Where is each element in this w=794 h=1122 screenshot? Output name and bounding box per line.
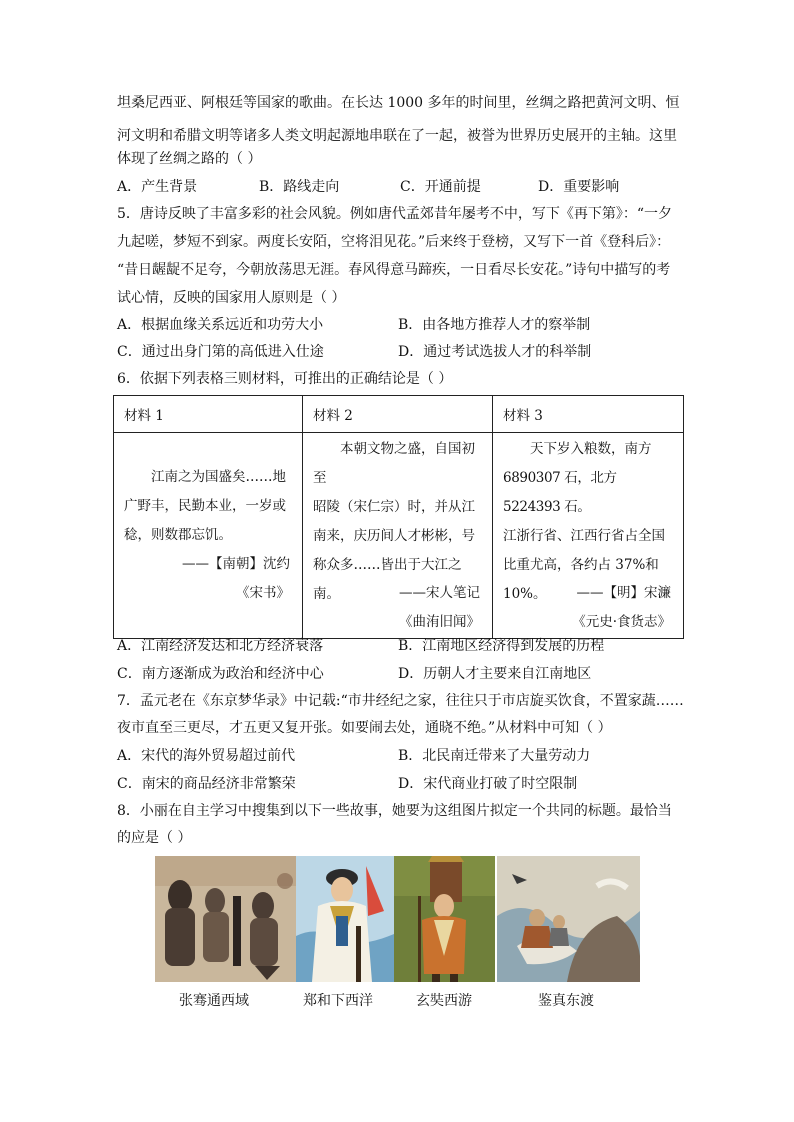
materials-table	[113, 395, 684, 639]
material-2-author: ——宋人笔记	[399, 585, 480, 601]
q4-option-c: C．开通前提	[400, 179, 481, 195]
q4-line-2: 河文明和希腊文明等诸多人类文明起源地串联在了一起，被誉为世界历史展开的主轴。这里	[117, 128, 677, 144]
q7-line-1: 7．孟元老在《东京梦华录》中记载:“市井经纪之家，往往只于市店旋买饮食，不置家蔬……	[117, 693, 684, 709]
q8-line-1: 8．小丽在自主学习中搜集到以下一些故事，她要为这组图片拟定一个共同的标题。最恰当	[117, 803, 672, 819]
material-3-line: 6890307 石，北方 5224393 石。	[503, 470, 617, 515]
q7-line-2: 夜市直至三更尽，才五更又复开张。如要闹去处，通晓不绝。”从材料中可知（ ）	[117, 720, 612, 736]
q5-option-d: D．通过考试选拔人才的科举制	[398, 344, 592, 360]
xuanzang-image	[394, 856, 495, 982]
q6-stem: 6．依据下列表格三则材料，可推出的正确结论是（ ）	[117, 371, 453, 387]
caption-xuanzang: 玄奘西游	[416, 993, 472, 1009]
q5-line-2: 九起嗟，梦短不到家。两度长安陌，空将泪见花。”后来终于登榜，又写下一首《登科后》：	[117, 234, 671, 250]
material-3-author: ——【明】宋濂	[576, 585, 671, 601]
q5-option-b: B．由各地方推荐人才的察举制	[398, 317, 591, 333]
material-2-source: 《曲洧旧闻》	[399, 614, 480, 630]
material-3-line: 天下岁入粮数，南方	[530, 441, 652, 457]
q5-option-a: A．根据血缘关系远近和功劳大小	[117, 317, 324, 333]
material-2-header: 材料 2	[303, 396, 493, 433]
material-3-cell	[493, 433, 683, 638]
q4-line-1: 坦桑尼西亚、阿根廷等国家的歌曲。在长达 1000 多年的时间里，丝绸之路把黄河文明、恒	[117, 95, 680, 111]
material-3-line: 江浙行省、江西行省占全国	[503, 528, 665, 544]
material-1-source: 《宋书》	[236, 585, 290, 601]
q6-option-a: A．江南经济发达和北方经济衰落	[117, 638, 324, 654]
zheng-he-portrait-image	[296, 856, 394, 982]
jianzhen-voyage-image	[497, 856, 640, 982]
q5-line-1: 5．唐诗反映了丰富多彩的社会风貌。例如唐代孟郊昔年屡考不中，写下《再下第》：“一夕	[117, 206, 673, 222]
q7-option-d: D．宋代商业打破了时空限制	[398, 776, 578, 792]
material-1-line: 广野丰，民勤本业，一岁或	[124, 498, 286, 514]
q4-option-d: D．重要影响	[538, 179, 620, 195]
q4-option-a: A．产生背景	[117, 179, 198, 195]
material-1-author: ——【南朝】沈约	[182, 556, 290, 572]
material-3-line: 比重尤高，各约占 37%和	[503, 557, 659, 573]
material-2-line: 南。	[313, 586, 340, 602]
material-2-line: 昭陵（宋仁宗）时，并从江	[313, 499, 475, 515]
caption-jianzhen: 鉴真东渡	[538, 993, 594, 1009]
material-2-line: 本朝文物之盛，自国初至	[313, 441, 475, 486]
q6-option-c: C．南方逐渐成为政治和经济中心	[117, 666, 324, 682]
material-2-line: 南来，庆历间人才彬彬，号	[313, 528, 475, 544]
caption-zhang-qian: 张骞通西域	[179, 993, 249, 1009]
material-3-header: 材料 3	[493, 396, 684, 433]
material-1-header: 材料 1	[114, 396, 303, 433]
material-2-line: 称众多……皆出于大江之	[313, 557, 462, 573]
material-1-line: 稔，则数郡忘饥。	[124, 527, 232, 543]
q7-option-b: B．北民南迁带来了大量劳动力	[398, 748, 591, 764]
q5-line-3: “昔日龌龊不足夸，今朝放荡思无涯。春风得意马蹄疾，一日看尽长安花。”诗句中描写的考	[117, 262, 671, 278]
q7-option-a: A．宋代的海外贸易超过前代	[117, 748, 296, 764]
material-1-cell	[114, 433, 302, 638]
q4-option-b: B．路线走向	[259, 179, 340, 195]
q5-option-c: C．通过出身门第的高低进入仕途	[117, 344, 324, 360]
caption-zheng-he: 郑和下西洋	[303, 993, 373, 1009]
q6-option-d: D．历朝人才主要来自江南地区	[398, 666, 592, 682]
q7-option-c: C．南宋的商品经济非常繁荣	[117, 776, 296, 792]
material-3-line: 10%。	[503, 586, 547, 602]
q5-line-4: 试心情，反映的国家用人原则是（ ）	[117, 290, 346, 306]
zhang-qian-mural-image	[155, 856, 296, 982]
q6-option-b: B．江南地区经济得到发展的历程	[398, 638, 605, 654]
material-2-cell	[303, 433, 492, 638]
material-1-line: 江南之为国盛矣……地	[151, 469, 286, 485]
material-3-source: 《元史·食货志》	[572, 614, 671, 630]
q8-line-2: 的应是（ ）	[117, 830, 192, 846]
q4-line-3: 体现了丝绸之路的（ ）	[117, 151, 262, 167]
